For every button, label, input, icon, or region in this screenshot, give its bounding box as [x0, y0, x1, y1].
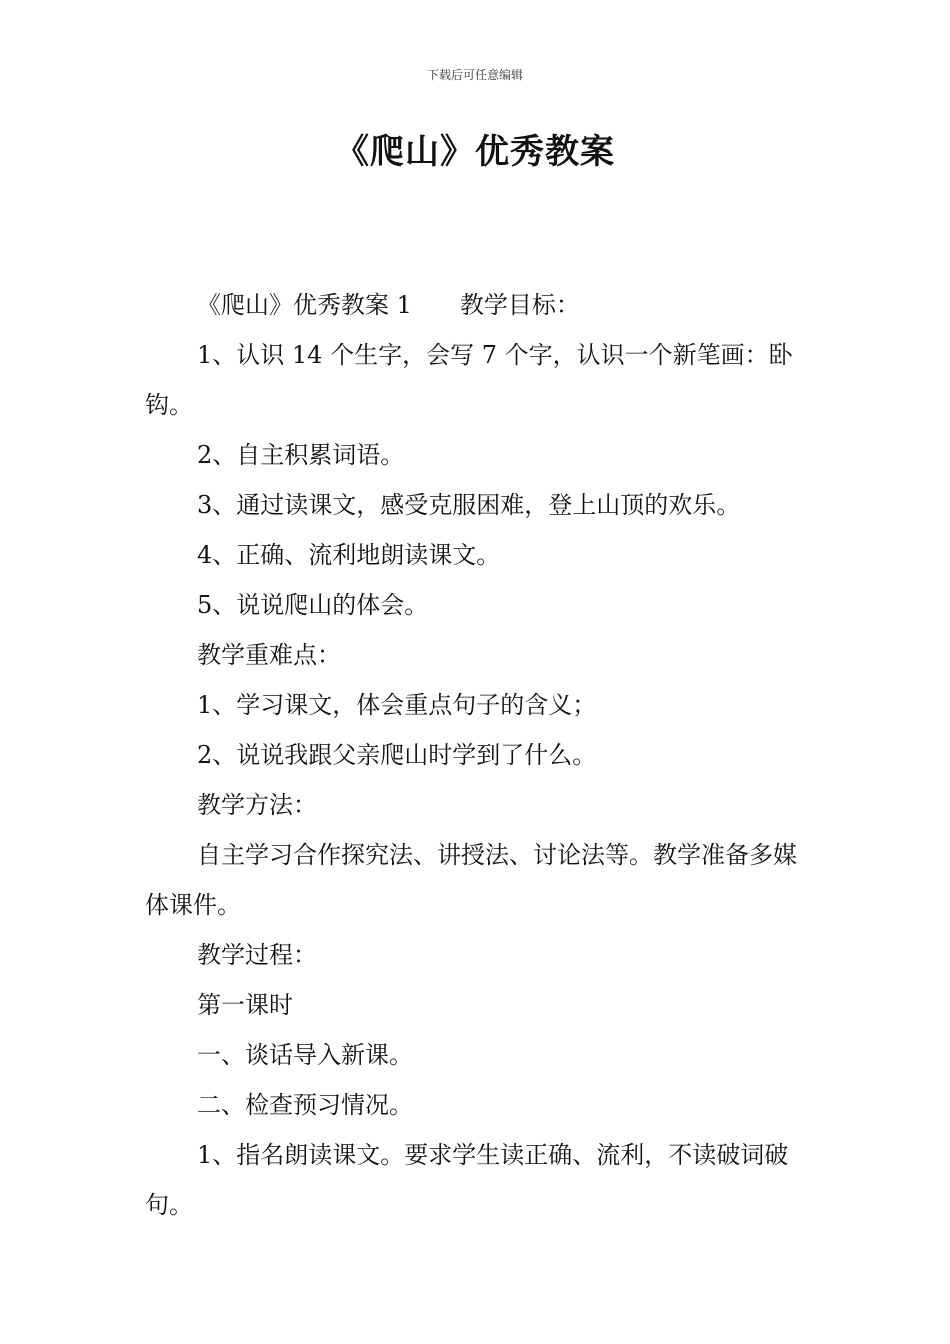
paragraph-intro: 《爬山》优秀教案 1 教学目标：: [197, 291, 580, 319]
document-body: [145, 280, 807, 1230]
paragraph-key-points-heading: 教学重难点：: [197, 641, 341, 669]
document-title: 《爬山》优秀教案: [335, 132, 615, 172]
paragraph-step-2-item-1: 1、指名朗读课文。要求学生读正确、流利，不读破词破句。: [145, 1141, 789, 1219]
paragraph-goal-3: 3、通过读课文，感受克服困难，登上山顶的欢乐。: [197, 491, 741, 519]
paragraph-goal-1: 1、认识 14 个生字，会写 7 个字，认识一个新笔画：卧钩。: [145, 341, 793, 419]
paragraph-methods-heading: 教学方法：: [197, 791, 317, 819]
paragraph-key-point-2: 2、说说我跟父亲爬山时学到了什么。: [197, 741, 597, 769]
paragraph-step-1: 一、谈话导入新课。: [197, 1041, 413, 1069]
paragraph-key-point-1: 1、学习课文，体会重点句子的含义；: [197, 691, 597, 719]
paragraph-process-heading: 教学过程：: [197, 941, 317, 969]
paragraph-goal-2: 2、自主积累词语。: [197, 441, 405, 469]
paragraph-lesson-one: 第一课时: [197, 991, 293, 1019]
paragraph-methods: 自主学习合作探究法、讲授法、讨论法等。教学准备多媒体课件。: [145, 841, 797, 919]
paragraph-goal-4: 4、正确、流利地朗读课文。: [197, 541, 501, 569]
paragraph-step-2: 二、检查预习情况。: [197, 1091, 413, 1119]
paragraph-goal-5: 5、说说爬山的体会。: [197, 591, 429, 619]
header-note: 下载后可任意编辑: [426, 68, 523, 82]
